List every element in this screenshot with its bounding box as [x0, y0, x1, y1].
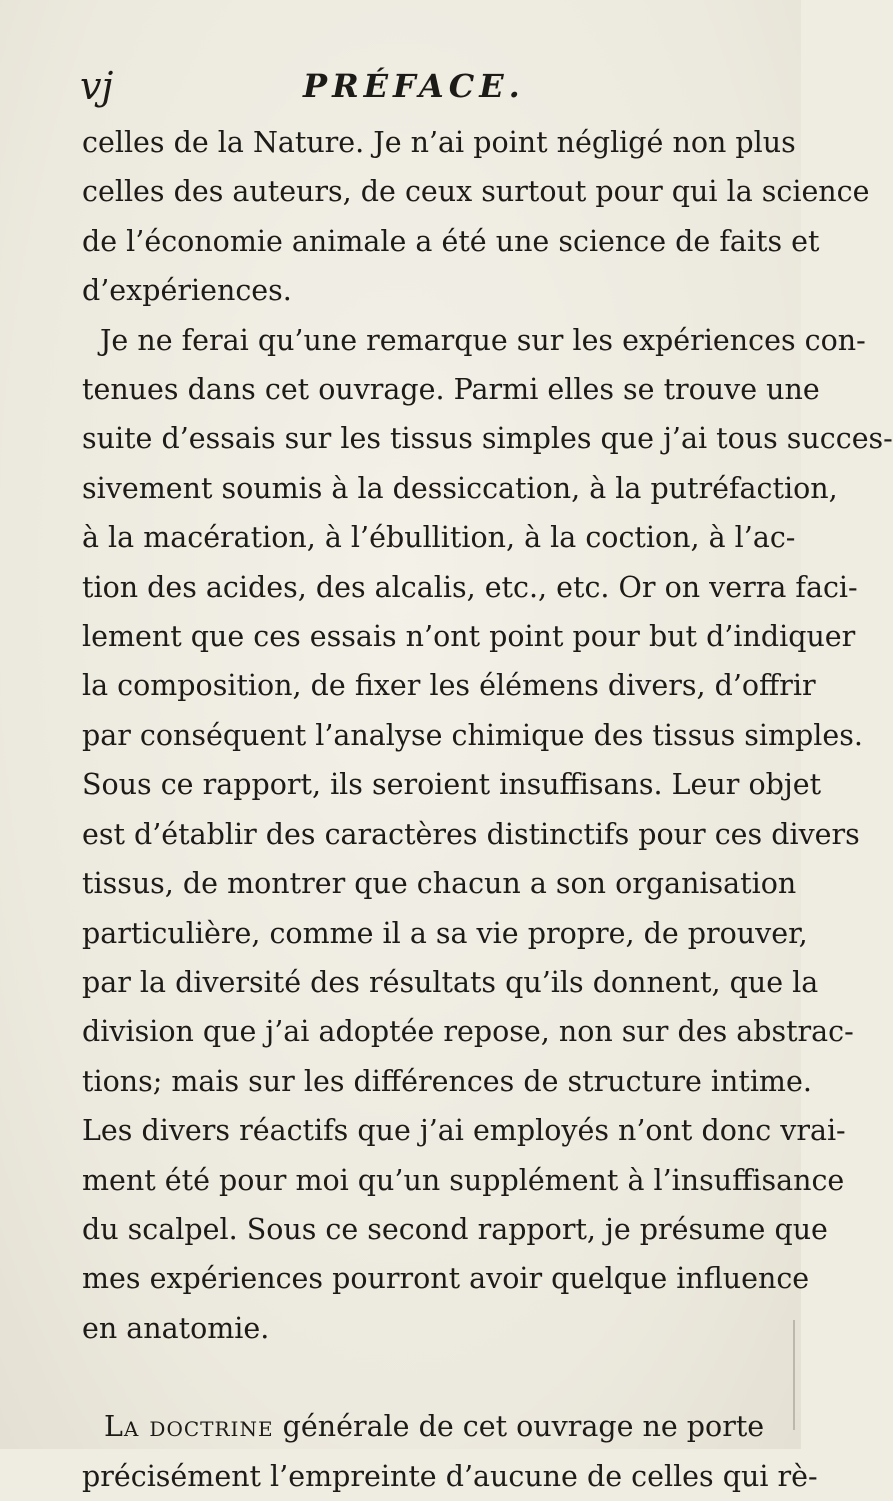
- text-line: particulière, comme il a sa vie propre, de prouver,: [82, 916, 808, 950]
- text-line: par conséquent l’analyse chimique des tissus simples.: [82, 718, 863, 752]
- text-line: est d’établir des caractères distinctifs pour ces divers: [82, 817, 860, 851]
- text-line: tissus, de montrer que chacun a son organisation: [82, 867, 797, 901]
- body-text: [82, 118, 893, 1501]
- text-line: d’expériences.: [82, 274, 292, 308]
- text-line: à la macération, à l’ébullition, à la coction, à l’ac-: [82, 521, 796, 555]
- text-line: précisément l’empreinte d’aucune de celles qui rè-: [82, 1459, 818, 1493]
- text-line: [82, 1402, 765, 1451]
- text-line: Les divers réactifs que j’ai employés n’ont donc vrai-: [82, 1114, 846, 1148]
- text-line: mes expériences pourront avoir quelque influence: [82, 1262, 810, 1296]
- small-caps-lead: La doctrine: [104, 1410, 274, 1444]
- text-line: de l’économie animale a été une science de faits et: [82, 224, 820, 258]
- text-line: ment été pour moi qu’un supplément à l’insuffisance: [82, 1163, 845, 1197]
- page-header: [80, 56, 720, 116]
- text-line: suite d’essais sur les tissus simples que j’ai tous succes-: [82, 422, 893, 456]
- text-line: tions; mais sur les différences de structure intime.: [82, 1064, 812, 1098]
- text-line: tion des acides, des alcalis, etc., etc. Or on verra faci-: [82, 570, 858, 604]
- text-line: sivement soumis à la dessiccation, à la putréfaction,: [82, 471, 838, 505]
- text-line: tenues dans cet ouvrage. Parmi elles se trouve une: [82, 373, 820, 407]
- text-line: lement que ces essais n’ont point pour but d’indiquer: [82, 620, 856, 654]
- text-line: en anatomie.: [82, 1311, 270, 1345]
- text-line: Sous ce rapport, ils seroient insuffisans. Leur objet: [82, 768, 822, 802]
- page-number: vj: [80, 64, 114, 108]
- text-run: générale de cet ouvrage ne porte: [273, 1410, 765, 1444]
- text-line: division que j’ai adoptée repose, non sur des abstrac-: [82, 1015, 854, 1049]
- text-line: du scalpel. Sous ce second rapport, je présume que: [82, 1212, 828, 1246]
- text-line: celles de la Nature. Je n’ai point négligé non plus: [82, 126, 796, 159]
- paragraph-gap: [82, 1353, 722, 1402]
- text-line: celles des auteurs, de ceux surtout pour qui la science: [82, 175, 870, 209]
- text-line: la composition, de fixer les élémens divers, d’offrir: [82, 669, 816, 703]
- text-line: Je ne ferai qu’une remarque sur les expériences con-: [100, 323, 866, 357]
- page-edge-shadow: [793, 1320, 795, 1430]
- text-line: par la diversité des résultats qu’ils donnent, que la: [82, 965, 819, 999]
- running-head: PRÉFACE.: [303, 67, 525, 105]
